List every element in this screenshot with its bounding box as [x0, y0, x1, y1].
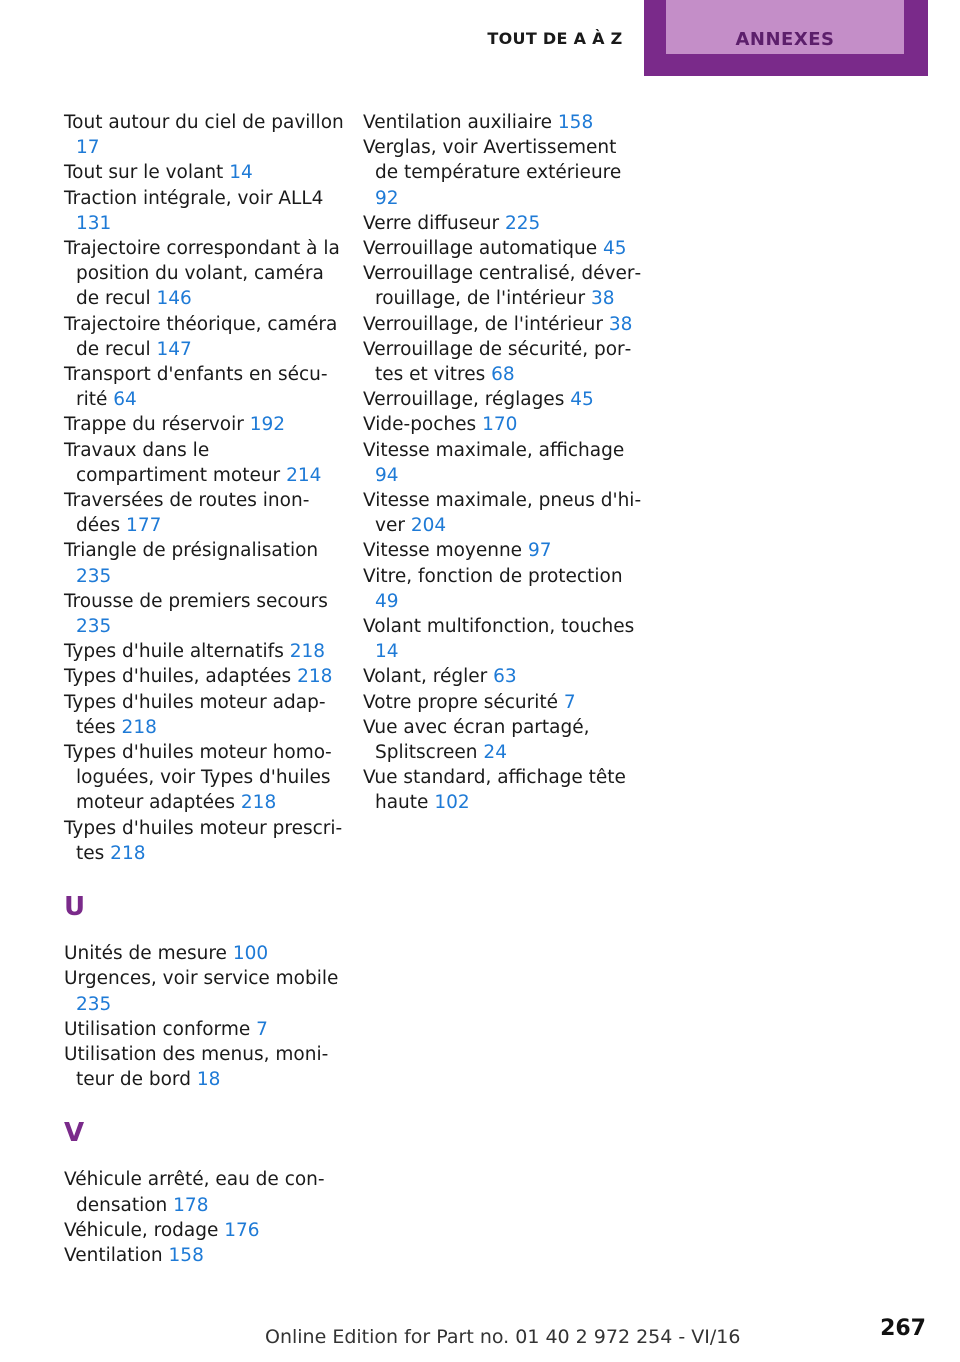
index-entry [363, 211, 643, 236]
index-entry-page-link[interactable]: 38 [590, 288, 615, 310]
index-entry [64, 538, 344, 588]
index-entry-term: Ventilation [64, 1244, 163, 1266]
index-entry [64, 1042, 344, 1092]
index-entry-term: Urgences, voir service mobile [64, 968, 339, 990]
index-entry [64, 412, 344, 437]
index-entry-term: Types d'huiles moteur homologuées, voir Types d'huiles moteur adaptées [64, 742, 332, 814]
index-entry [363, 337, 643, 387]
index-entry [363, 387, 643, 412]
index-entry-term: Types d'huile alternatifs [64, 641, 284, 663]
index-entry-page-link[interactable]: 204 [410, 515, 447, 537]
index-entry-term: Utilisation des menus, moniteur de bord [64, 1043, 329, 1091]
index-column-left [64, 110, 344, 1268]
index-entry [64, 362, 344, 412]
index-entry [64, 1243, 344, 1268]
index-entry [363, 690, 643, 715]
index-entry-page-link[interactable]: 17 [76, 137, 100, 159]
index-entry-page-link[interactable]: 100 [232, 943, 269, 965]
index-entry [64, 941, 344, 966]
index-entry [363, 236, 643, 261]
index-entry-term: Traversées de routes inondées [64, 490, 310, 537]
index-column-right [363, 110, 643, 816]
index-entry-page-link[interactable]: 235 [76, 993, 112, 1015]
index-entry-term: Types d'huiles moteur adaptées [64, 691, 326, 738]
page-footer [0, 1316, 960, 1356]
index-entry-term: Unités de mesure [64, 943, 227, 965]
index-entry-term: Votre propre sécurité [363, 691, 559, 713]
index-entry [64, 639, 344, 664]
index-entry [64, 1218, 344, 1243]
index-entry [64, 589, 344, 639]
index-entry-page-link[interactable]: 131 [76, 212, 112, 234]
index-entry-term: Trajectoire théorique, caméra de recul [64, 313, 338, 360]
index-entry-term: Verrouillage, réglages [363, 389, 565, 411]
index-entry-term: Verglas, voir Avertissement de température extérieure [363, 137, 622, 184]
index-entry [363, 110, 643, 135]
index-entry [363, 135, 643, 211]
index-entry-term: Volant, régler [363, 666, 488, 688]
index-entry [64, 690, 344, 740]
index-entry-page-link[interactable]: 64 [113, 389, 137, 411]
index-entry [64, 438, 344, 488]
index-entry-term: Vitesse maximale, affichage [363, 439, 625, 461]
index-entry-page-link[interactable]: 49 [375, 590, 399, 612]
index-entry-page-link[interactable]: 146 [156, 288, 192, 310]
index-entry-page-link[interactable]: 158 [557, 112, 594, 133]
index-entry-term: Véhicule arrêté, eau de condensation [64, 1169, 325, 1216]
letter-heading-u: U [64, 892, 86, 923]
index-entry-page-link[interactable]: 38 [608, 313, 633, 335]
index-entry [363, 312, 643, 337]
index-entry-page-link[interactable]: 218 [240, 792, 277, 814]
index-entry [64, 236, 344, 312]
index-entry [363, 261, 643, 311]
index-entry [64, 186, 344, 236]
section-title: TOUT DE A À Z [487, 29, 623, 48]
index-entry-term: Types d'huiles moteur prescrites [64, 817, 343, 864]
index-entry [64, 160, 344, 185]
index-entry-term: Vue avec écran partagé, Splitscreen [363, 716, 590, 764]
index-entry-term: Vitesse moyenne [363, 540, 523, 562]
index-entry-term: Tout autour du ciel de pavillon [64, 112, 344, 133]
index-entry-term: Tout sur le volant [64, 162, 224, 184]
index-entry-term: Transport d'enfants en sécurité [64, 364, 328, 411]
index-entry-term: Traction intégrale, voir ALL4 [64, 187, 324, 209]
index-entry [64, 816, 344, 866]
index-entry-term: Verrouillage centralisé, déverrouillage, de l'intérieur [363, 263, 642, 310]
index-block-u [64, 941, 344, 1092]
index-entry [64, 312, 344, 362]
index-entry-page-link[interactable]: 24 [483, 742, 507, 764]
index-entry-page-link[interactable]: 218 [121, 716, 157, 738]
index-entry-page-link[interactable]: 192 [249, 414, 286, 436]
index-block-v [64, 1167, 344, 1268]
index-entry-page-link[interactable]: 218 [289, 641, 326, 663]
index-entry-page-link[interactable]: 97 [527, 540, 552, 562]
index-entry-page-link[interactable]: 218 [110, 842, 146, 864]
index-entry-term: Vitesse maximale, pneus d'hiver [363, 490, 642, 537]
index-entry [64, 1167, 344, 1217]
index-block-t [64, 110, 344, 866]
index-entry-term: Vide-poches [363, 414, 477, 436]
index-entry-term: Verrouillage automatique [363, 238, 598, 260]
index-entry-page-link[interactable]: 92 [375, 187, 399, 209]
index-entry-page-link[interactable]: 178 [173, 1194, 209, 1216]
index-entry-page-link[interactable]: 218 [297, 666, 333, 688]
index-block-right [363, 110, 643, 816]
index-entry-page-link[interactable]: 214 [286, 464, 322, 486]
index-entry-term: Véhicule, rodage [64, 1219, 219, 1241]
index-entry-page-link[interactable]: 63 [493, 666, 517, 688]
index-entry [363, 664, 643, 689]
index-entry-page-link[interactable]: 14 [375, 641, 399, 663]
index-entry-term: Verre diffuseur [363, 212, 500, 234]
index-entry-term: Trousse de premiers secours [64, 590, 328, 612]
index-entry [64, 664, 344, 689]
index-entry [363, 488, 643, 538]
index-entry-term: Trappe du réservoir [64, 414, 244, 436]
index-entry-page-link[interactable]: 18 [196, 1069, 221, 1091]
index-entry-page-link[interactable]: 235 [76, 565, 112, 587]
index-entry-term: Triangle de présignalisation [64, 540, 319, 562]
index-entry-term: Ventilation auxiliaire [363, 112, 553, 133]
index-entry-page-link[interactable]: 94 [375, 464, 399, 486]
index-entry-term: Trajectoire correspondant à la position du volant, caméra de recul [64, 238, 340, 310]
index-entry-term: Types d'huiles, adaptées [64, 666, 292, 688]
index-entry-page-link[interactable]: 7 [563, 691, 576, 713]
chapter-tab [644, 0, 928, 76]
edition-note: Online Edition for Part no. 01 40 2 972 254 - VI/16 [265, 1326, 741, 1348]
index-entry-page-link[interactable]: 14 [229, 162, 253, 184]
index-entry [363, 715, 643, 765]
index-entry [363, 564, 643, 614]
index-entry-page-link[interactable]: 170 [482, 414, 518, 436]
index-entry-page-link[interactable]: 158 [168, 1244, 204, 1266]
index-entry-page-link[interactable]: 7 [256, 1018, 268, 1040]
index-entry-term: Verrouillage, de l'intérieur [363, 313, 603, 335]
index-entry [64, 110, 344, 160]
chapter-tab-label: ANNEXES [666, 0, 904, 54]
index-entry [64, 488, 344, 538]
index-entry-page-link[interactable]: 176 [224, 1219, 260, 1241]
index-entry [363, 412, 643, 437]
index-entry [64, 740, 344, 816]
index-entry [363, 538, 643, 563]
index-entry-page-link[interactable]: 45 [603, 238, 627, 260]
index-entry [363, 765, 643, 815]
index-entry [363, 614, 643, 664]
index-entry-term: Vitre, fonction de protection [363, 565, 623, 587]
index-entry-page-link[interactable]: 147 [156, 338, 192, 360]
index-entry [363, 438, 643, 488]
index-entry-page-link[interactable]: 45 [570, 389, 594, 411]
page-number: 267 [880, 1316, 926, 1341]
index-entry-page-link[interactable]: 177 [126, 515, 162, 537]
index-entry-term: Verrouillage de sécurité, portes et vitres [363, 338, 632, 386]
index-entry-page-link[interactable]: 225 [504, 212, 541, 234]
index-entry-term: Volant multifonction, touches [363, 616, 635, 638]
index-entry-term: Utilisation conforme [64, 1018, 251, 1040]
index-entry [64, 966, 344, 1016]
letter-heading-v: V [64, 1118, 85, 1149]
index-entry-page-link[interactable]: 102 [434, 792, 470, 814]
index-entry-term: Travaux dans le compartiment moteur [64, 439, 281, 486]
index-entry-page-link[interactable]: 235 [76, 616, 112, 638]
index-entry-page-link[interactable]: 68 [491, 364, 515, 386]
index-entry-term: Vue standard, affichage tête haute [363, 767, 626, 814]
index-entry [64, 1017, 344, 1042]
